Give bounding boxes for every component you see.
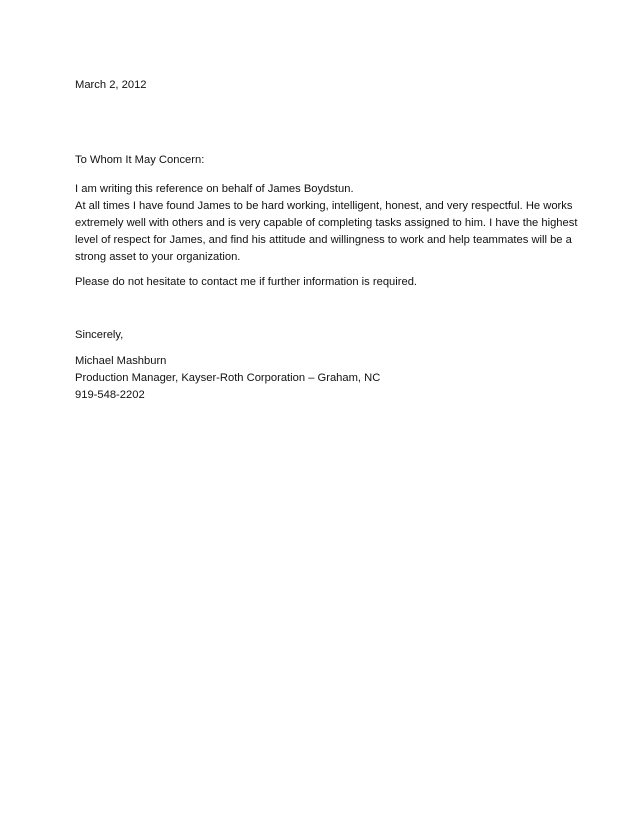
salutation: To Whom It May Concern:: [75, 154, 205, 166]
body-line-3: extremely well with others and is very capable of completing tasks assigned to him. I have the highest: [75, 217, 578, 229]
body-line-2: At all times I have found James to be hard working, intelligent, honest, and very respectful. He works: [75, 200, 573, 212]
signer-name: Michael Mashburn: [75, 355, 167, 367]
signer-title: Production Manager, Kayser-Roth Corporation – Graham, NC: [75, 372, 381, 384]
body-line-1: I am writing this reference on behalf of James Boydstun.: [75, 183, 354, 195]
closing-paragraph: Please do not hesitate to contact me if further information is required.: [75, 276, 418, 288]
body-line-5: strong asset to your organization.: [75, 251, 241, 263]
signer-phone: 919-548-2202: [75, 389, 145, 401]
sign-off: Sincerely,: [75, 329, 124, 341]
body-line-4: level of respect for James, and find his attitude and willingness to work and help teammates will be a: [75, 234, 572, 246]
letter-date: March 2, 2012: [75, 79, 147, 91]
